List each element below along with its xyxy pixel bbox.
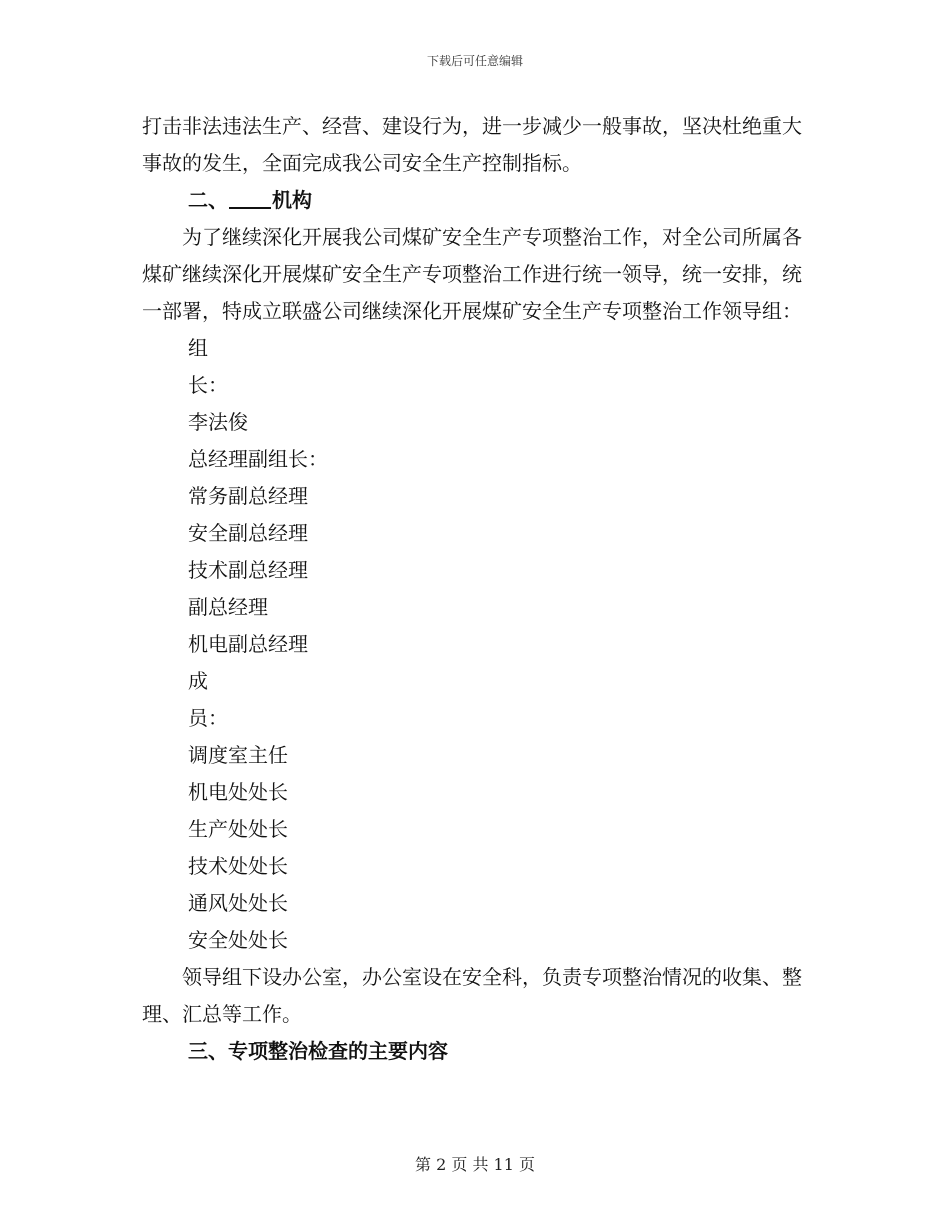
paragraph-organization: 为了继续深化开展我公司煤矿安全生产专项整治工作，对全公司所属各煤矿继续深化开展煤矿安全生产专项整治工作进行统一领导，统一安排，统一部署，特成立联盛公司继续深化开展煤矿安全生产专项整治工作领导组： — [142, 225, 802, 323]
leadership-list — [142, 330, 808, 959]
list-item: 生产处处长 — [188, 817, 288, 841]
list-item: 通风处处长 — [188, 891, 288, 915]
list-item: 员： — [188, 706, 228, 730]
list-item: 副总经理 — [188, 595, 268, 619]
list-item: 成 — [188, 669, 208, 693]
section-heading-2 — [142, 182, 808, 219]
list-item: 李法俊 — [188, 410, 248, 434]
list-item: 常务副总经理 — [188, 484, 308, 508]
list-item: 技术副总经理 — [188, 558, 308, 582]
list-item: 技术处处长 — [188, 854, 288, 878]
page-header: 下载后可任意编辑 — [426, 54, 523, 68]
page-footer: 第 2 页 共 11 页 — [415, 1155, 535, 1174]
list-item: 总经理副组长： — [188, 447, 328, 471]
list-item: 调度室主任 — [188, 743, 288, 767]
paragraph-intro: 打击非法违法生产、经营、建设行为，进一步减少一般事故，坚决杜绝重大事故的发生，全面完成我公司安全生产控制指标。 — [142, 114, 802, 175]
list-item: 安全处处长 — [188, 928, 288, 952]
fill-in-blank — [229, 187, 271, 209]
document-body — [142, 108, 808, 1070]
list-item: 机电副总经理 — [188, 632, 308, 656]
paragraph-office: 领导组下设办公室，办公室设在安全科，负责专项整治情况的收集、整理、汇总等工作。 — [142, 965, 802, 1026]
section-heading-3: 三、专项整治检查的主要内容 — [188, 1039, 448, 1063]
list-item: 机电处处长 — [188, 780, 288, 804]
section-heading-2-prefix: 二、 — [188, 188, 228, 212]
section-heading-2-suffix: 机构 — [272, 188, 312, 212]
list-item: 安全副总经理 — [188, 521, 308, 545]
list-item: 长： — [188, 373, 228, 397]
list-item: 组 — [188, 336, 208, 360]
